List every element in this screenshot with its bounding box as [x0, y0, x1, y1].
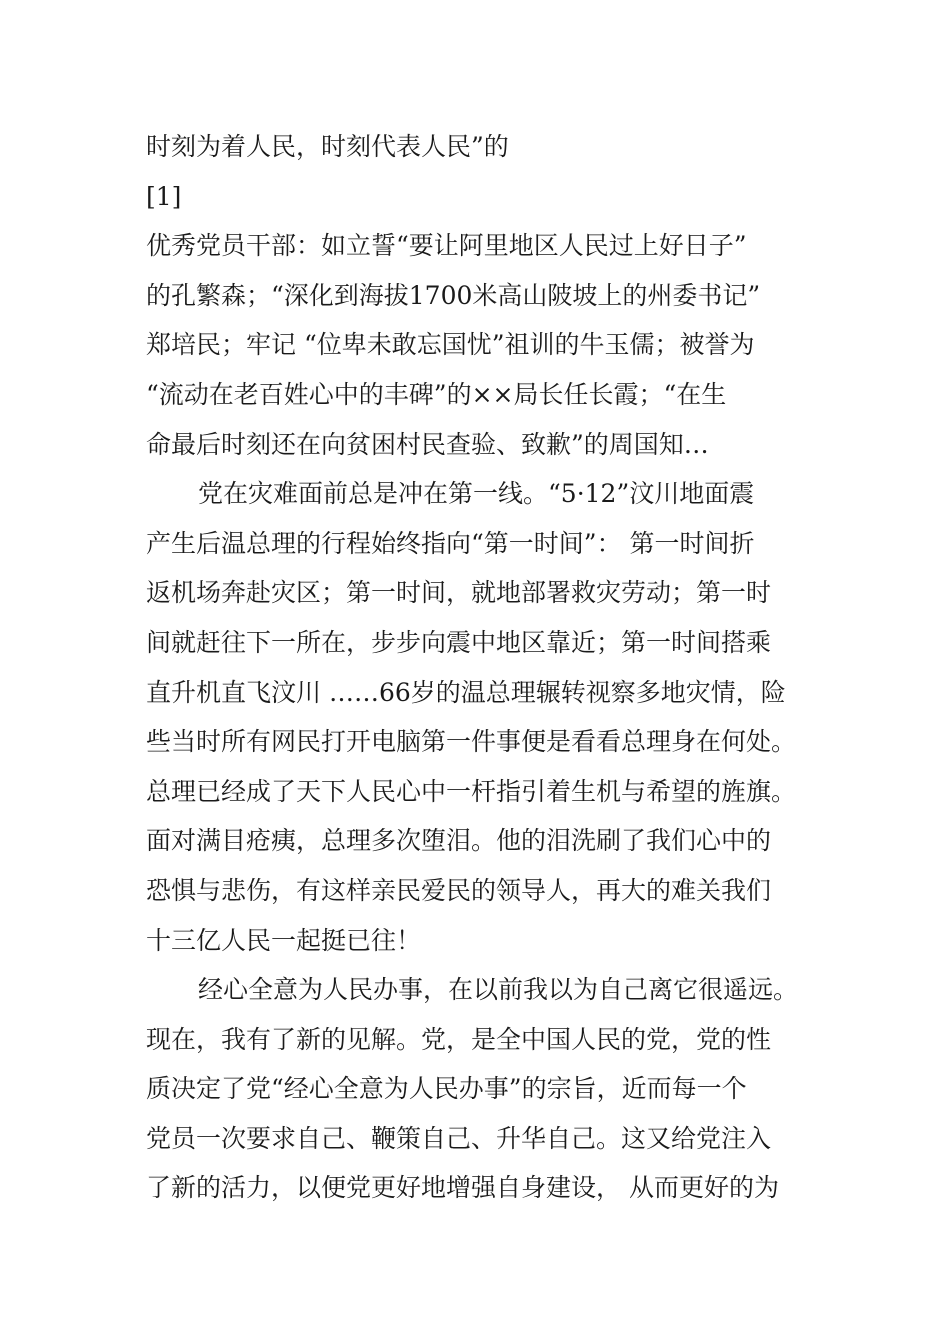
- text-line: 面对满目疮痍，总理多次堕泪。他的泪洗刷了我们心中的: [146, 826, 772, 856]
- text-line: 命最后时刻还在向贫困村民查验、致歉”的周国知…: [146, 429, 709, 459]
- text-line: 恐惧与悲伤，有这样亲民爱民的领导人，再大的难关我们: [146, 875, 772, 905]
- text-line: 些当时所有网民打开电脑第一件事便是看看总理身在何处。: [146, 727, 797, 757]
- text-line: 党员一次要求自己、鞭策自己、升华自己。这又给党注入: [146, 1123, 772, 1153]
- text-line: 间就赶往下一所在，步步向震中地区靠近；第一时间搭乘: [146, 627, 772, 657]
- text-line: “流动在老百姓心中的丰碑”的××局长任长霞；“在生: [146, 379, 727, 409]
- text-line: [1]: [146, 181, 182, 211]
- document-body: [146, 122, 806, 1213]
- text-line: 总理已经成了天下人民心中一杆指引着生机与希望的旌旗。: [146, 776, 797, 806]
- text-line: 产生后温总理的行程始终指向“第一时间”： 第一时间折: [146, 528, 755, 558]
- text-line: 直升机直飞汶川 ……66岁的温总理辗转视察多地灾情，险: [146, 677, 786, 707]
- text-line: 了新的活力，以便党更好地增强自身建设， 从而更好的为: [146, 1173, 779, 1203]
- text-line: 的孔繁森；“深化到海拔1700米高山陂坡上的州委书记”: [146, 280, 761, 310]
- text-line: 郑培民；牢记 “位卑未敢忘国忧”祖训的牛玉儒；被誉为: [146, 330, 755, 360]
- text-line: 质决定了党“经心全意为人民办事”的宗旨，近而每一个: [146, 1074, 747, 1104]
- text-line: 十三亿人民一起挺已往！: [146, 925, 422, 955]
- text-line: 时刻为着人民，时刻代表人民”的: [146, 132, 509, 161]
- text-line: 党在灾难面前总是冲在第一线。“5·12”汶川地面震: [198, 479, 755, 509]
- text-line: 现在，我有了新的见解。党，是全中国人民的党，党的性: [146, 1024, 772, 1054]
- text-line: 返机场奔赴灾区；第一时间，就地部署救灾劳动；第一时: [146, 578, 772, 608]
- text-line: 优秀党员干部：如立誓“要让阿里地区人民过上好日子”: [146, 231, 747, 261]
- text-line: 经心全意为人民办事，在以前我以为自己离它很遥远。: [198, 975, 799, 1005]
